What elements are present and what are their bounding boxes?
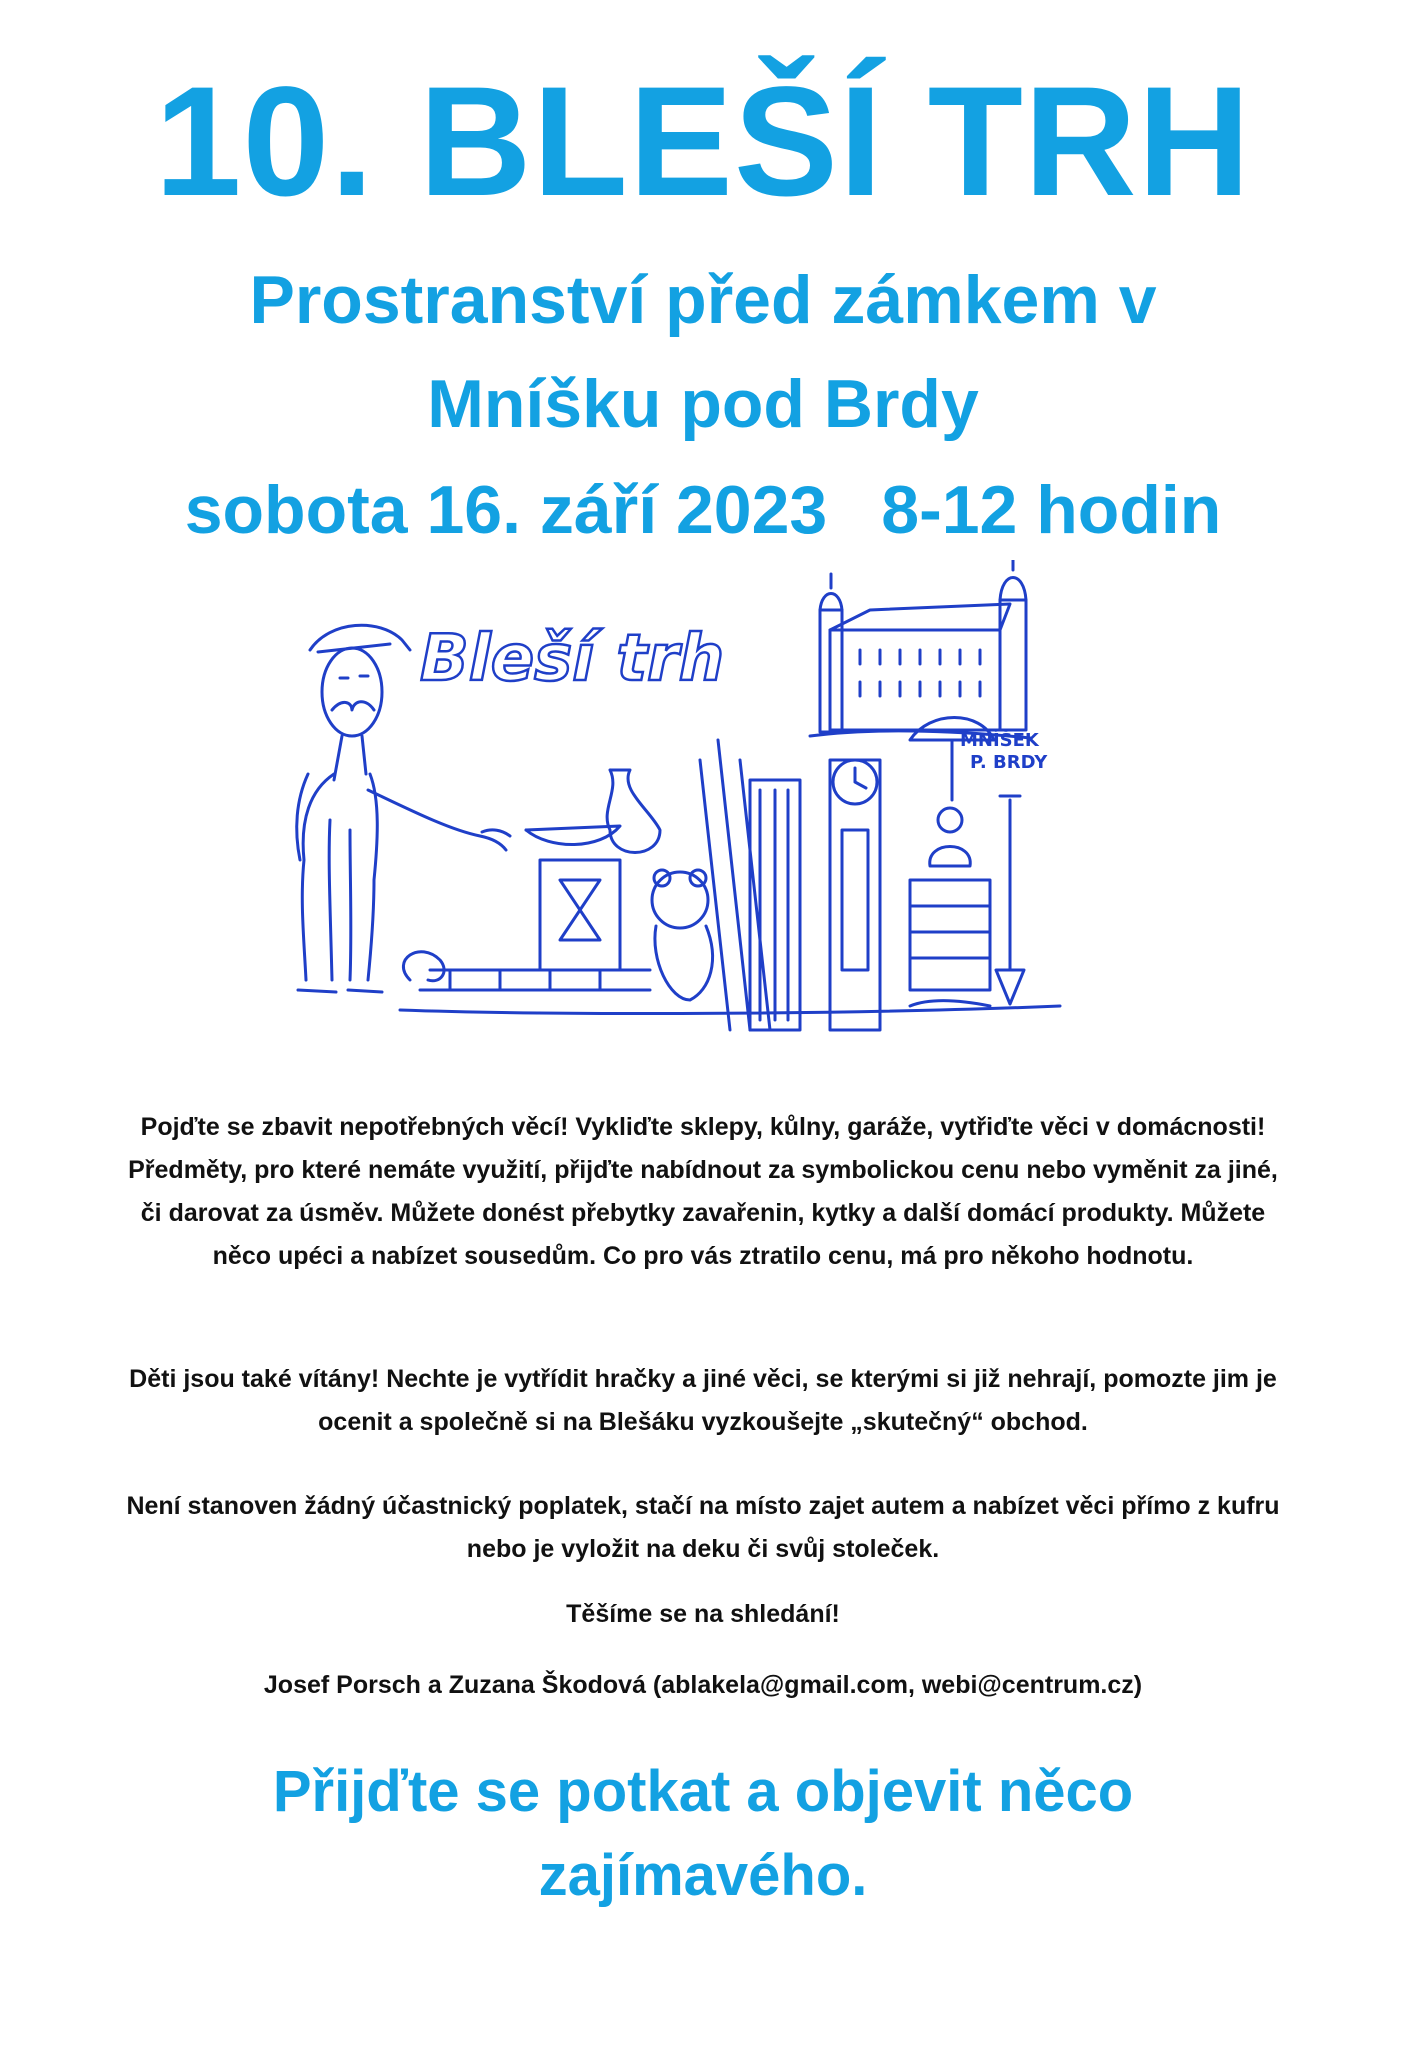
location-line-1: Prostranství před zámkem v	[249, 262, 1157, 338]
event-time: 8-12 hodin	[881, 472, 1222, 548]
closing-line-1: Přijďte se potkat a objevit něco	[272, 1759, 1134, 1824]
flea-market-illustration	[270, 560, 1110, 1060]
date-time-line	[0, 468, 1406, 552]
organizers-contact: Josef Porsch a Zuzana Škodová (ablakela@gmail.com, webi@centrum.cz)	[263, 1671, 1143, 1699]
intro-paragraph: Pojďte se zbavit nepotřebných věcí! Vykliďte sklepy, kůlny, garáže, vytřiďte věci v domácnosti! Předměty, pro které nemáte využití, přijďte nabídnout za symbolickou cenu nebo vyměnit za jiné, či darovat za úsměv. Můžete donést přebytky zavařenin, kytky a další domácí produkty. Můžete něco upéci a nabízet sousedům. Co pro vás ztratilo cenu, má pro někoho hodnotu.	[128, 1113, 1278, 1270]
greeting-line: Těšíme se na shledání!	[566, 1600, 840, 1628]
event-title: 10. BLEŠÍ TRH	[154, 55, 1252, 229]
fee-paragraph: Není stanoven žádný účastnický poplatek, stačí na místo zajet autem a nabízet věci přímo z kufru nebo je vyložit na deku či svůj stoleček.	[126, 1492, 1280, 1563]
items-pile-drawing	[400, 718, 1060, 1031]
closing-invitation	[0, 1750, 1406, 1918]
closing-line-2: zajímavého.	[538, 1843, 868, 1908]
location-line-2: Mníšku pod Brdy	[427, 366, 979, 442]
event-date: sobota 16. září 2023	[184, 472, 828, 548]
kids-paragraph: Děti jsou také vítány! Nechte je vytřídit hračky a jiné věci, se kterými si již nehrají, pomozte jim je ocenit a společně si na Blešáku vyzkoušejte „skutečný“ obchod.	[129, 1365, 1277, 1436]
castle-label-line-2: P. BRDY	[970, 752, 1048, 773]
illustration-lettering: Bleší trh	[420, 622, 725, 696]
castle-drawing	[810, 560, 1030, 738]
castle-label-line-1: MNÍŠEK	[960, 730, 1039, 751]
